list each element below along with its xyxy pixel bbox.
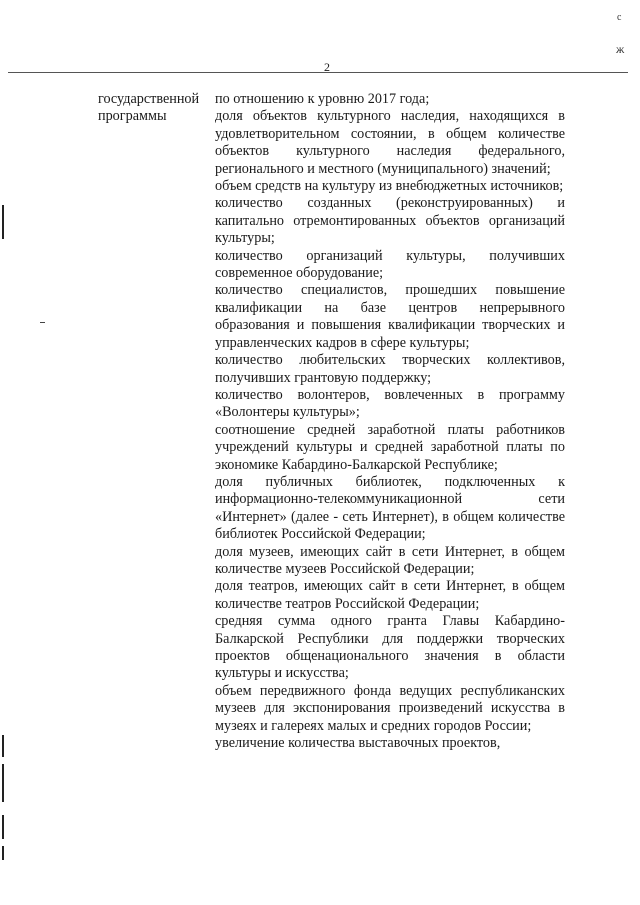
indicator-list bbox=[215, 91, 565, 752]
scan-artifact bbox=[40, 322, 45, 323]
indicator-item: доля объектов культурного наследия, находящихся в удовлетворительном состоянии, в общем количестве объектов культурного наследия федерального, регионального и местного (муниципального) значений; bbox=[215, 108, 565, 177]
indicator-item: доля публичных библиотек, подключенных к информационно-телекоммуникационной сети «Интернет» (далее - сеть Интернет), в общем количестве библиотек Российской Федерации; bbox=[215, 473, 565, 543]
indicator-item: количество любительских творческих коллективов, получивших грантовую поддержку; bbox=[215, 352, 565, 386]
table-label-column bbox=[98, 91, 210, 126]
indicator-item: соотношение средней заработной платы работников учреждений культуры и средней заработной платы по экономике Кабардино-Балкарской Республике; bbox=[215, 421, 565, 473]
indicator-item: количество созданных (реконструированных) и капитально отремонтированных объектов организаций культуры; bbox=[215, 195, 565, 247]
indicator-item: объем средств на культуру из внебюджетных источников; bbox=[215, 178, 564, 195]
scan-binding-mark bbox=[2, 846, 4, 860]
scan-binding-mark bbox=[2, 764, 4, 802]
scan-corner-mark: ж bbox=[616, 42, 625, 56]
scan-binding-mark bbox=[2, 205, 4, 239]
scan-binding-mark bbox=[2, 735, 4, 757]
indicator-item: увеличение количества выставочных проектов, bbox=[215, 735, 501, 752]
indicator-item: количество волонтеров, вовлеченных в программу «Волонтеры культуры»; bbox=[215, 386, 565, 421]
page-number: 2 bbox=[324, 60, 330, 74]
indicator-item: количество специалистов, прошедших повышение квалификации на базе центров непрерывного образования и повышения квалификации творческих и управленческих кадров в сфере культуры; bbox=[215, 282, 565, 351]
indicator-item: доля музеев, имеющих сайт в сети Интернет, в общем количестве музеев Российской Федерации; bbox=[215, 543, 565, 577]
indicator-item: объем передвижного фонда ведущих республиканских музеев для экспонирования произведений искусства в музеях и галереях малых и средних городов России; bbox=[215, 682, 565, 734]
indicator-item: количество организаций культуры, получивших современное оборудование; bbox=[215, 247, 565, 282]
indicator-item: доля театров, имеющих сайт в сети Интернет, в общем количестве театров Российской Федерации; bbox=[215, 578, 565, 612]
label-line: государственной bbox=[98, 91, 200, 107]
indicator-item: по отношению к уровню 2017 года; bbox=[215, 91, 430, 107]
scan-binding-mark bbox=[2, 815, 4, 839]
indicator-item: средняя сумма одного гранта Главы Кабардино-Балкарской Республики для поддержки творческих проектов общенационального значения в области культуры и искусства; bbox=[215, 613, 565, 682]
scan-corner-mark: с bbox=[617, 12, 622, 23]
header-rule bbox=[8, 72, 628, 73]
label-line: программы bbox=[98, 108, 167, 125]
